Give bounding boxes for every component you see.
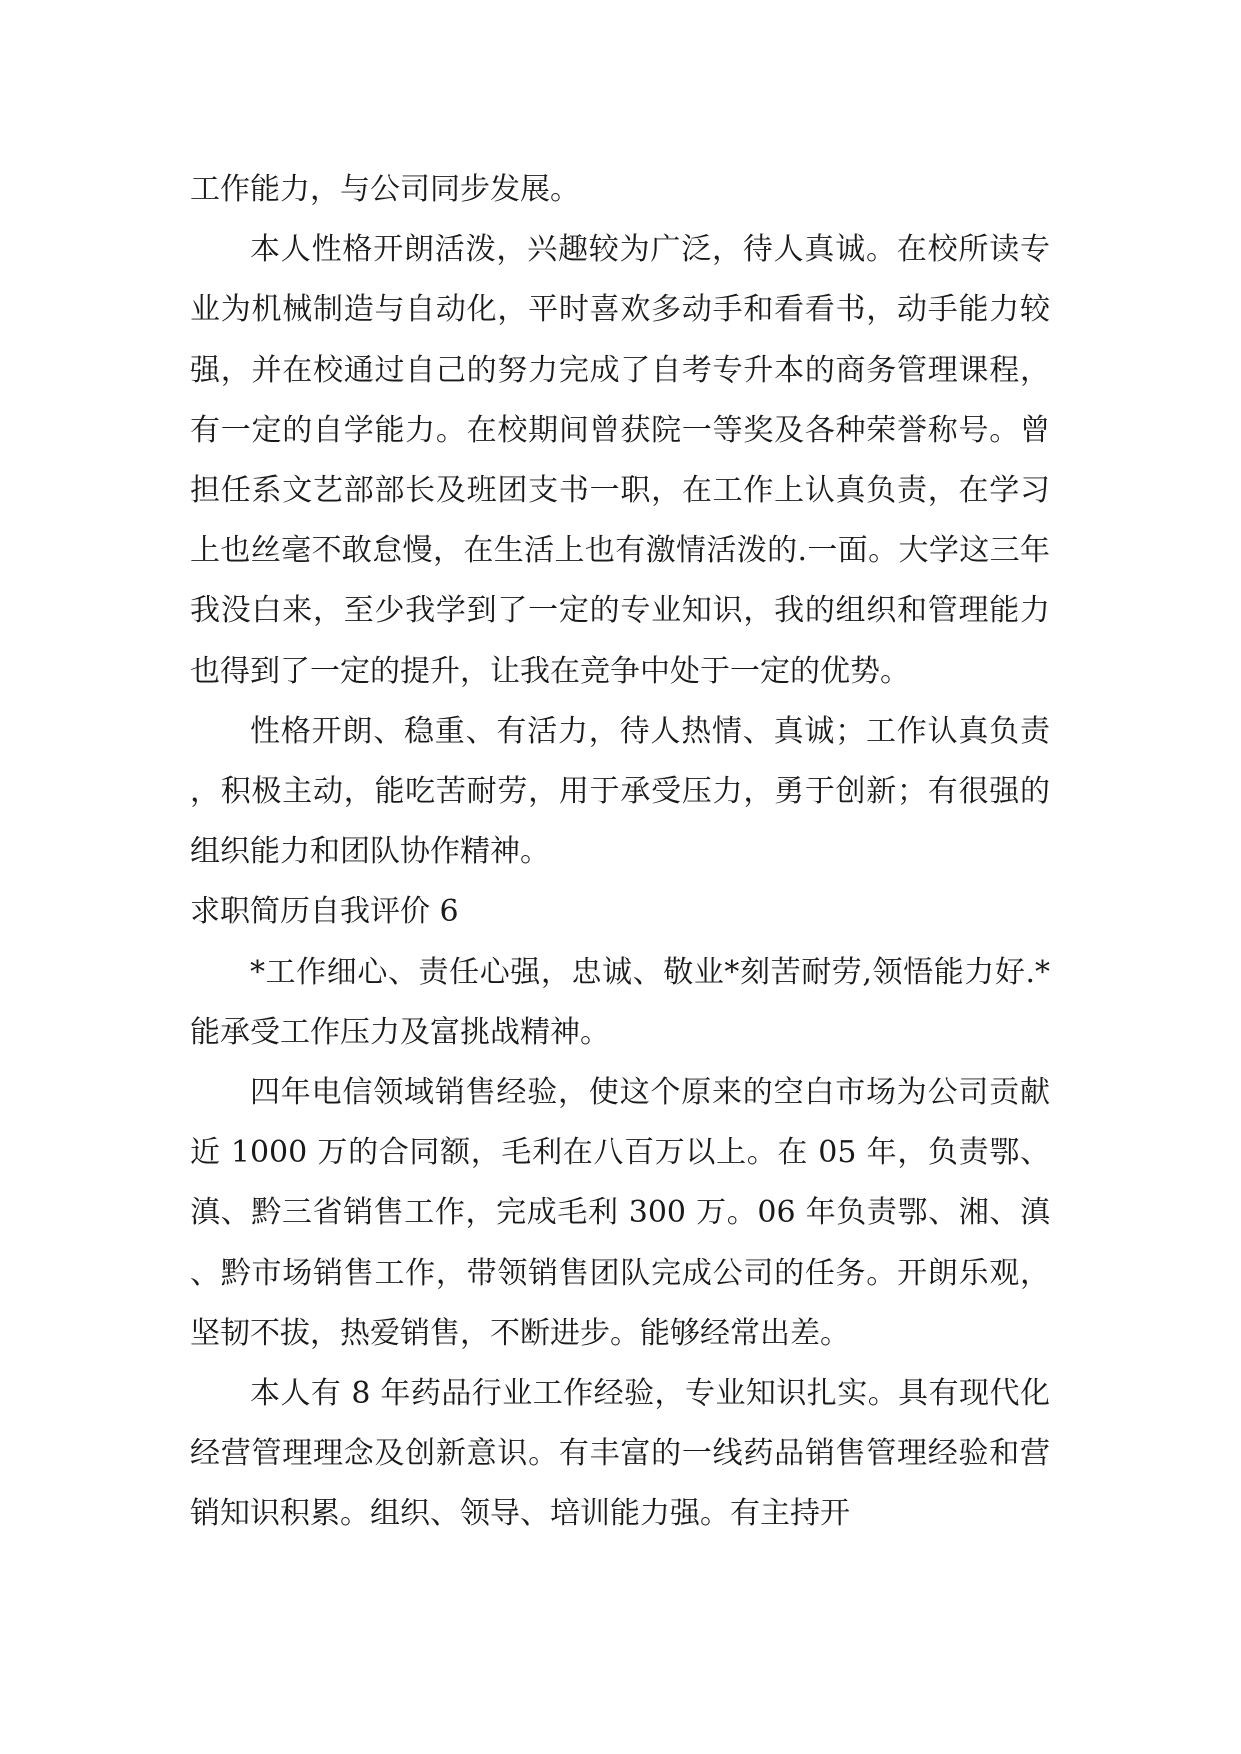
paragraph-strengths: *工作细心、责任心强，忠诚、敬业*刻苦耐劳,领悟能力好.*能承受工作压力及富挑战精神。 <box>190 954 1050 1050</box>
document-body <box>190 160 1050 1545</box>
paragraph-pharma-experience: 本人有 8 年药品行业工作经验，专业知识扎实。具有现代化经营管理理念及创新意识。有丰富的一线药品销售管理经验和营销知识积累。组织、领导、培训能力强。有主持开 <box>190 1376 1050 1532</box>
paragraph-sales-experience: 四年电信领域销售经验，使这个原来的空白市场为公司贡献近 1000 万的合同额，毛利在八百万以上。在 05 年，负责鄂、滇、黔三省销售工作，完成毛利 300 万。06 年负责鄂、湘、滇、黔市场销售工作，带领销售团队完成公司的任务。开朗乐观，坚韧不拔，热爱销售，不断进步。能够经常出差。 <box>190 1075 1050 1351</box>
section-heading: 求职简历自我评价 6 <box>190 894 459 930</box>
paragraph-continuation: 工作能力，与公司同步发展。 <box>190 172 580 207</box>
paragraph-traits: 性格开朗、稳重、有活力，待人热情、真诚；工作认真负责，积极主动，能吃苦耐劳，用于承受压力，勇于创新；有很强的组织能力和团队协作精神。 <box>190 713 1050 870</box>
paragraph-personality: 本人性格开朗活泼，兴趣较为广泛，待人真诚。在校所读专业为机械制造与自动化，平时喜欢多动手和看看书，动手能力较强，并在校通过自己的努力完成了自考专升本的商务管理课程，有一定的自学能力。在校期间曾获院一等奖及各种荣誉称号。曾担任系文艺部部长及班团支书一职，在工作上认真负责，在学习上也丝毫不敢怠慢，在生活上也有激情活泼的.一面。大学这三年我没白来，至少我学到了一定的专业知识，我的组织和管理能力也得到了一定的提升，让我在竞争中处于一定的优势。 <box>190 232 1050 689</box>
